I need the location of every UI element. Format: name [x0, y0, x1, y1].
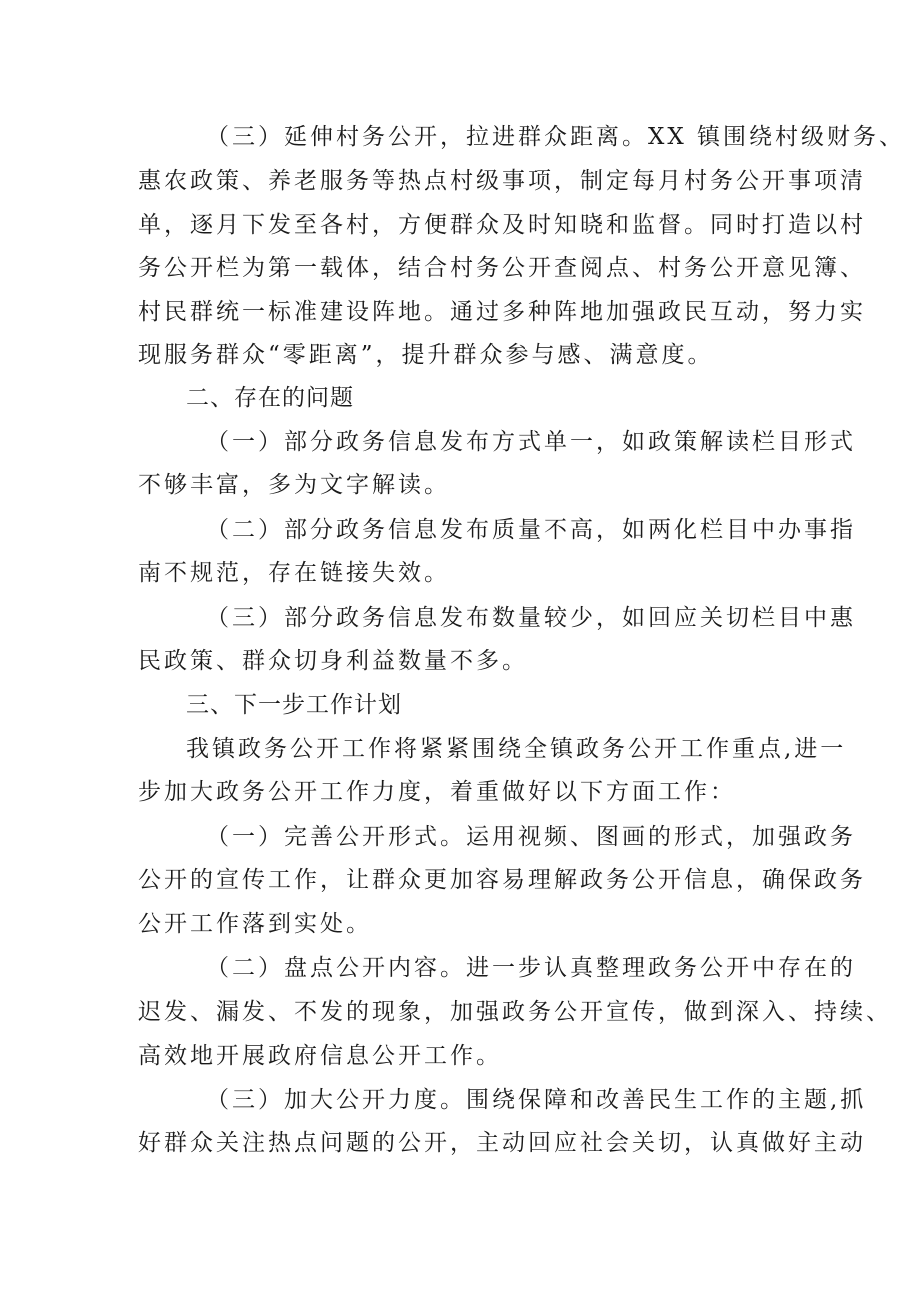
- section-heading: 三、下一步工作计划: [186, 692, 402, 718]
- paragraph-line: （三）延伸村务公开，拉进群众距离。XX 镇围绕村级财务、: [206, 124, 906, 150]
- paragraph-line: 务公开栏为第一载体，结合村务公开查阅点、村务公开意见簿、: [138, 255, 866, 281]
- paragraph-line: （一）完善公开形式。运用视频、图画的形式，加强政务: [206, 824, 856, 850]
- section-heading: 二、存在的问题: [186, 385, 354, 411]
- paragraph-line: 步加大政务公开工作力度，着重做好以下方面工作：: [138, 779, 736, 805]
- paragraph-line: （一）部分政务信息发布方式单一，如政策解读栏目形式: [206, 429, 856, 455]
- paragraph-line: 好群众关注热点问题的公开，主动回应社会关切，认真做好主动: [138, 1130, 866, 1156]
- paragraph-line: 南不规范，存在链接失效。: [138, 560, 450, 586]
- paragraph-line: 公开工作落到实处。: [138, 911, 372, 937]
- paragraph-line: 不够丰富，多为文字解读。: [138, 472, 450, 498]
- paragraph-line: 惠农政策、养老服务等热点村级事项，制定每月村务公开事项清: [138, 168, 866, 194]
- paragraph-line: 高效地开展政府信息公开工作。: [138, 1043, 502, 1069]
- paragraph-line: 民政策、群众切身利益数量不多。: [138, 648, 528, 674]
- paragraph-line: 现服务群众“零距离”，提升群众参与感、满意度。: [138, 342, 714, 368]
- paragraph-line: （二）部分政务信息发布质量不高，如两化栏目中办事指: [206, 517, 856, 543]
- paragraph-line: 迟发、漏发、不发的现象，加强政务公开宣传，做到深入、持续、: [138, 999, 892, 1025]
- paragraph-line: （三）加大公开力度。围绕保障和改善民生工作的主题,抓: [206, 1087, 867, 1113]
- paragraph-line: 我镇政务公开工作将紧紧围绕全镇政务公开工作重点,进一: [186, 736, 847, 762]
- paragraph-line: （三）部分政务信息发布数量较少，如回应关切栏目中惠: [206, 605, 856, 631]
- paragraph-line: （二）盘点公开内容。进一步认真整理政务公开中存在的: [206, 955, 856, 981]
- paragraph-line: 村民群统一标准建设阵地。通过多种阵地加强政民互动，努力实: [138, 299, 866, 325]
- paragraph-line: 单，逐月下发至各村，方便群众及时知晓和监督。同时打造以村: [138, 212, 866, 238]
- paragraph-line: 公开的宣传工作，让群众更加容易理解政务公开信息，确保政务: [138, 867, 866, 893]
